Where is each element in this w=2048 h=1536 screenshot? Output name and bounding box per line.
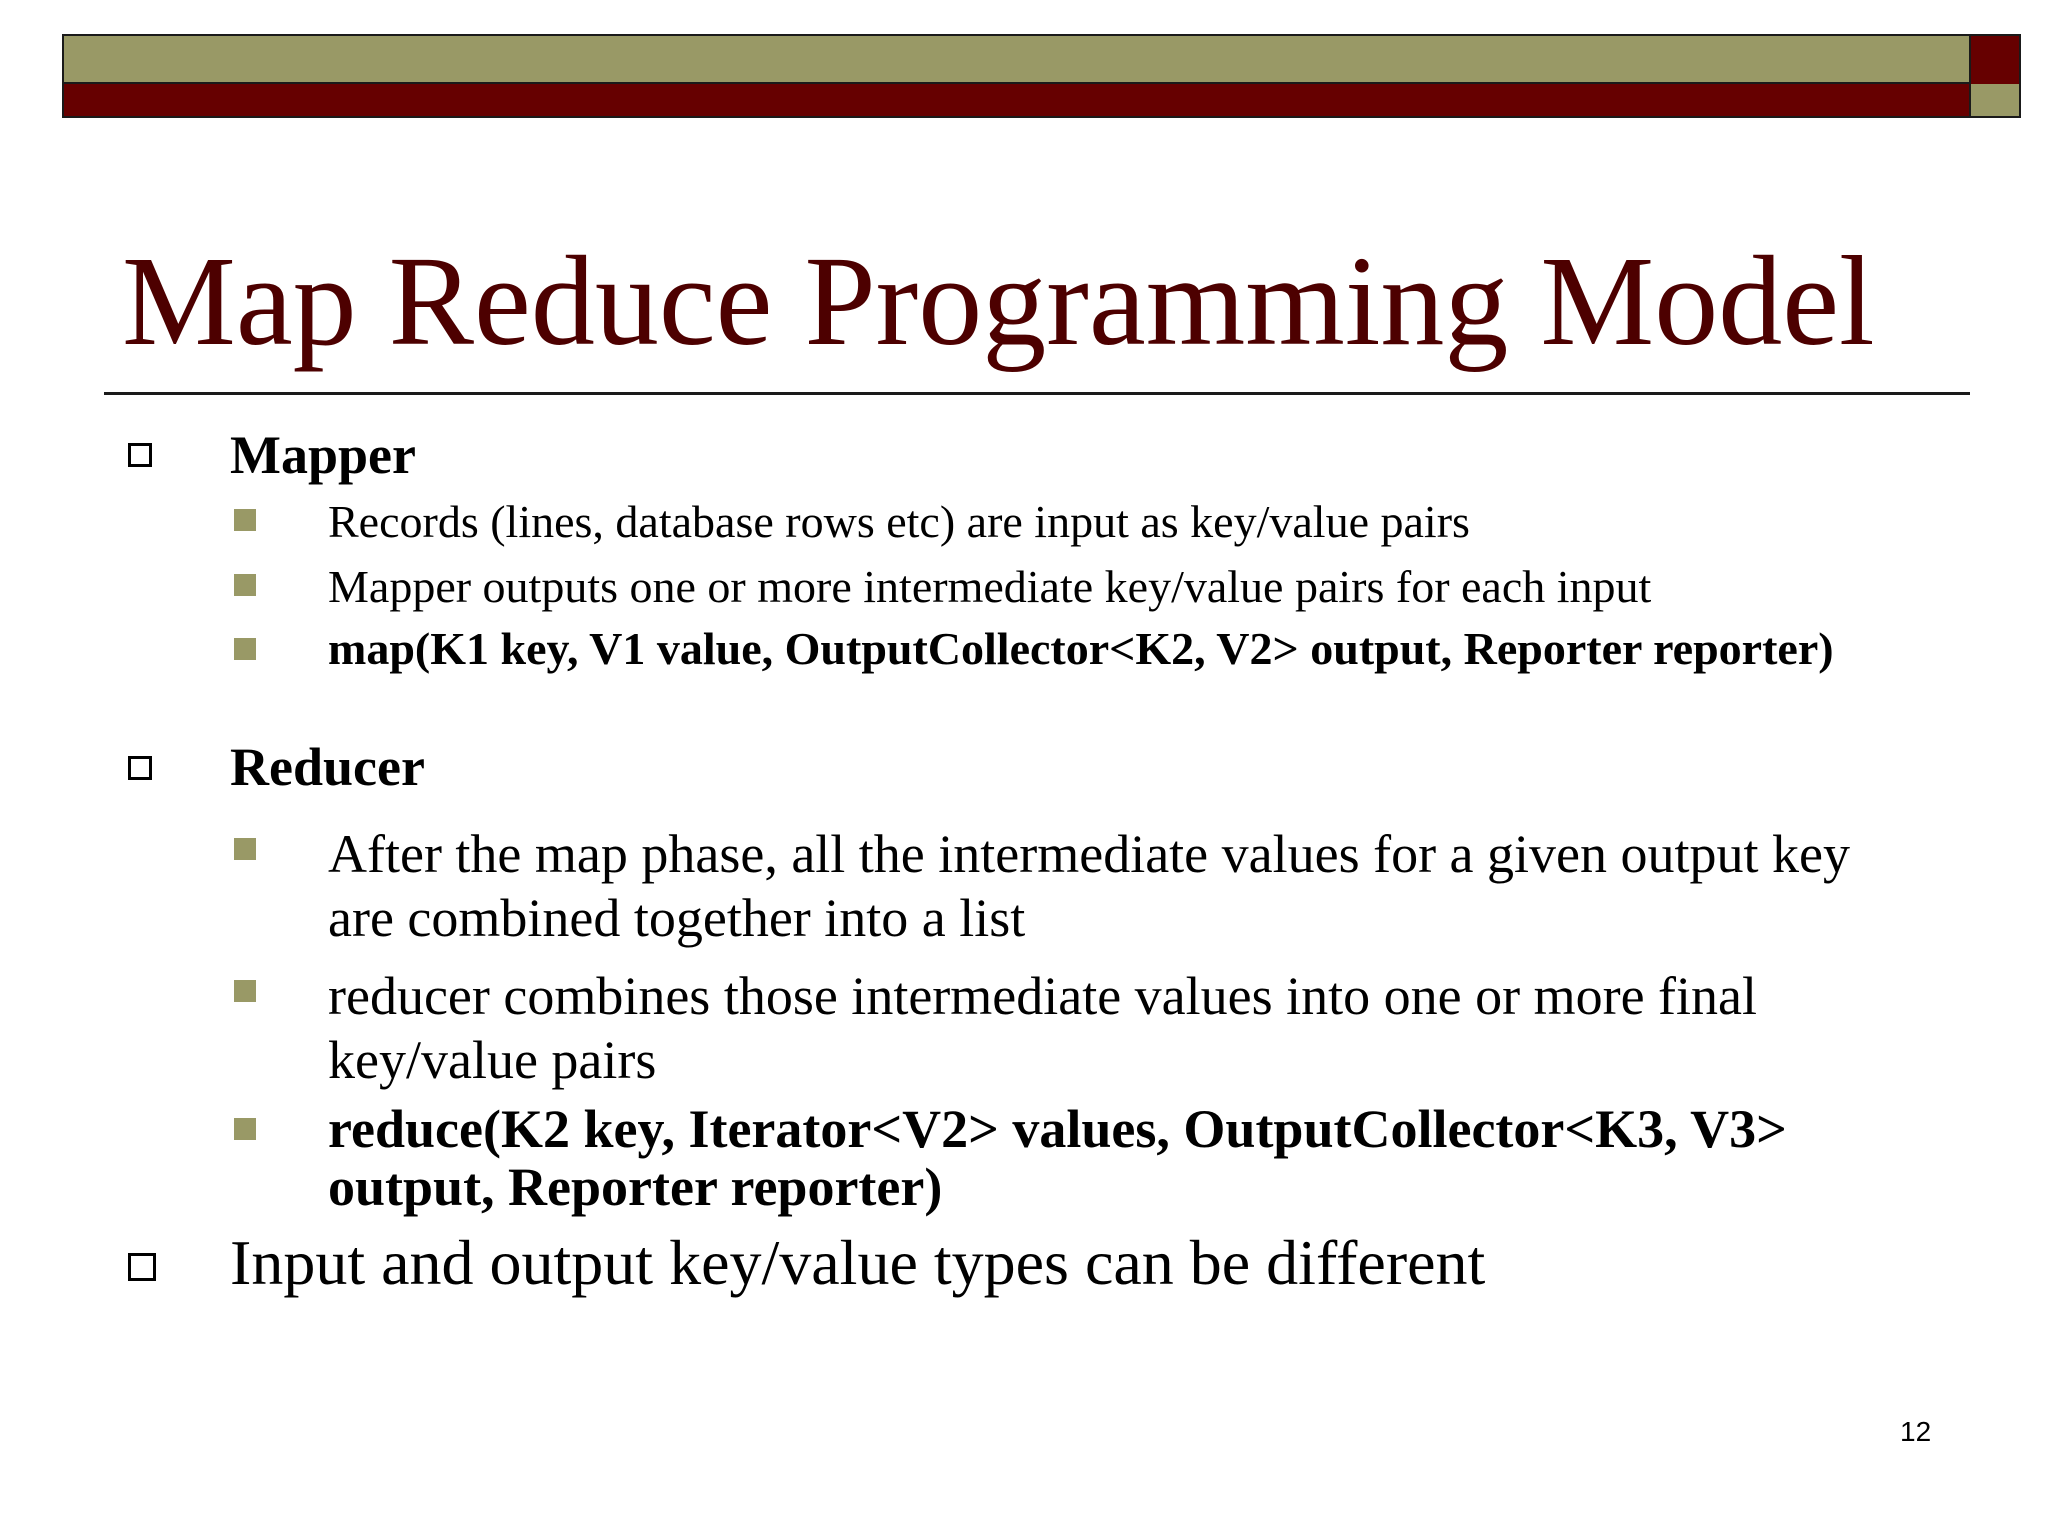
olive-square-bullet-icon — [234, 980, 256, 1002]
hollow-square-bullet-icon — [128, 756, 152, 780]
olive-square-bullet-icon — [234, 838, 256, 860]
bullet-mapper — [128, 425, 416, 485]
hollow-square-bullet-icon — [128, 443, 152, 467]
header-corner-olive — [1969, 84, 2021, 118]
header-corner-maroon — [1969, 34, 2021, 86]
closing-point-text: Input and output key/value types can be different — [230, 1227, 1486, 1298]
olive-square-bullet-icon — [234, 509, 256, 531]
olive-square-bullet-icon — [234, 638, 256, 660]
header-band-olive — [62, 34, 1971, 84]
olive-square-bullet-icon — [234, 574, 256, 596]
reducer-item-text: reducer combines those intermediate values into one or more final key/value pairs — [328, 966, 1757, 1090]
mapper-item-text: Records (lines, database rows etc) are input as key/value pairs — [328, 496, 1470, 547]
reducer-signature: reduce(K2 key, Iterator<V2> values, OutputCollector<K3, V3> output, Reporter reporter) — [328, 1099, 1787, 1217]
mapper-item-text: Mapper outputs one or more intermediate key/value pairs for each input — [328, 561, 1652, 612]
hollow-square-bullet-icon — [128, 1253, 156, 1281]
title-divider — [104, 392, 1970, 395]
bullet-types — [128, 1227, 1486, 1298]
reducer-item-text: After the map phase, all the intermediate values for a given output key are combined together into a list — [328, 824, 1850, 948]
header-band-maroon — [62, 84, 1971, 118]
olive-square-bullet-icon — [234, 1118, 256, 1140]
bullet-reducer — [128, 737, 425, 797]
reducer-heading: Reducer — [230, 737, 425, 797]
slide-title: Map Reduce Programming Model — [122, 230, 1875, 372]
page-number: 12 — [1900, 1416, 1932, 1447]
mapper-signature: map(K1 key, V1 value, OutputCollector<K2, V2> output, Reporter reporter) — [328, 623, 1834, 674]
mapper-heading: Mapper — [230, 425, 416, 485]
